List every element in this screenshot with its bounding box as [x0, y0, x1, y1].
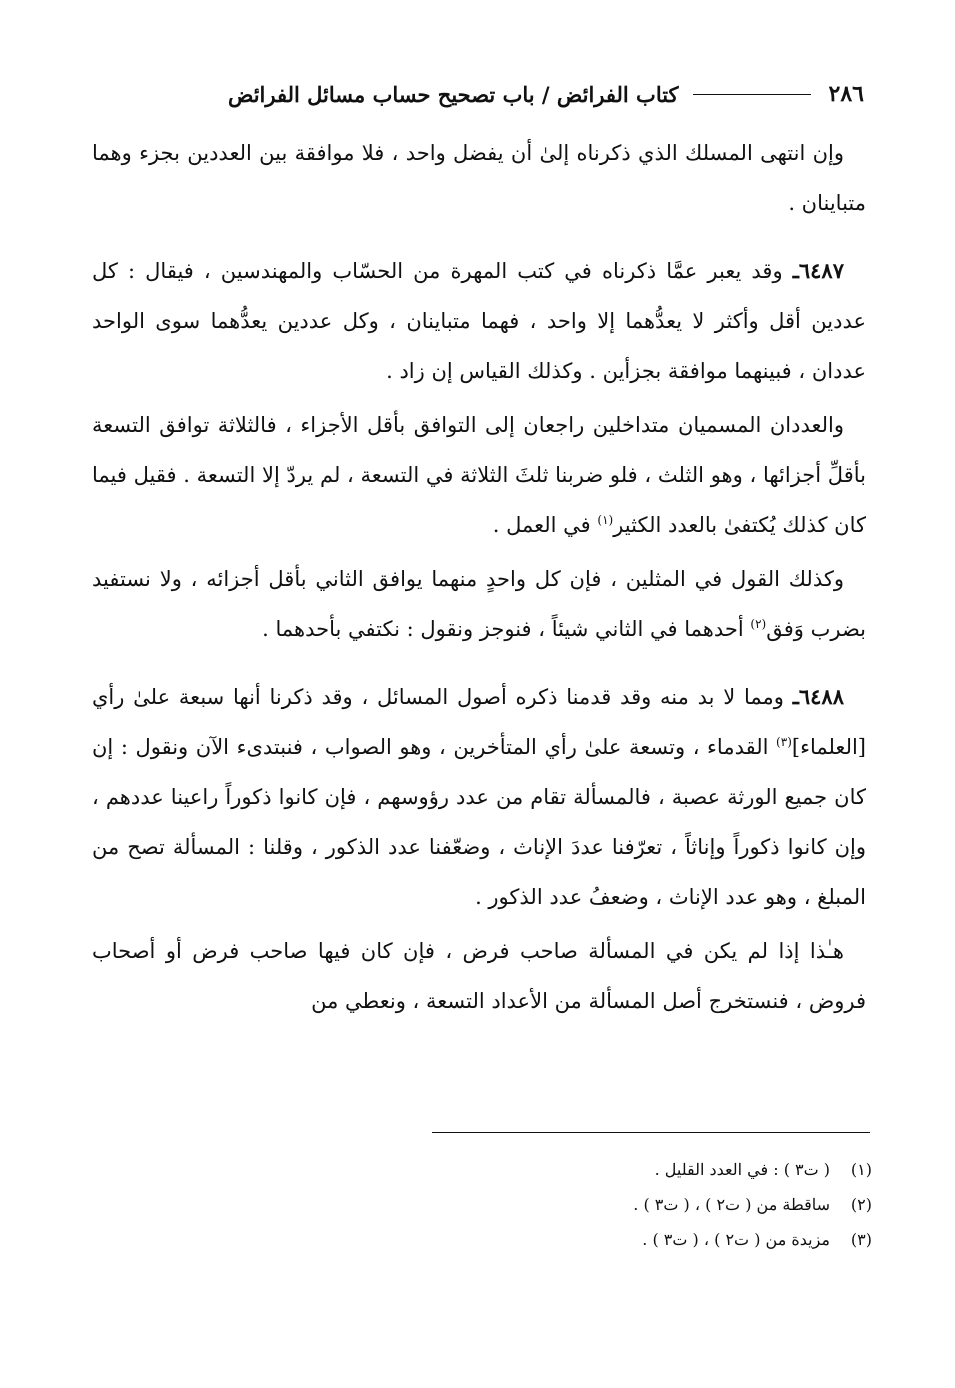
footnote-ref: (١): [597, 513, 614, 527]
header-rule: [693, 94, 811, 95]
footnote: [300, 1152, 872, 1187]
footnotes: [300, 1152, 872, 1257]
running-title: كتاب الفرائض / باب تصحيح حساب مسائل الفرائض: [227, 81, 679, 107]
footnote-mark: (٢): [850, 1195, 872, 1214]
footnote-ref: (٢): [750, 617, 767, 631]
paragraph: ٦٤٨٨ـ ومما لا بد منه وقد قدمنا ذكره أصول المسائل ، وقد ذكرنا أنها سبعة علىٰ رأي [العلماء]$^{(٣)}$ القدماء ، وتسعة علىٰ رأي المتأخرين ، وهو الصواب ، فنبتدىء الآن ونقول : إن كان جميع الورثة عصبة ، فالمسألة تقام من عدد رؤوسهم ، فإن كانوا ذكوراً راعينا عددهم ، وإن كانوا ذكوراً وإناثاً ، تعرّفنا عددَ الإناث ، وضعّفنا عدد الذكور ، وقلنا : المسألة تصح من المبلغ ، وهو عدد الإناث ، وضعفُ عدد الذكور .: [92, 684, 866, 909]
paragraph: وكذلك القول في المثلين ، فإن كل واحدٍ منهما يوافق الثاني بأقل أجزائه ، ولا نستفيد بضرب وَفق$^{(٢)}$ أحدهما في الثاني شيئاً ، فنوجز ونقول : نكتفي بأحدهما .: [92, 567, 866, 641]
issue-number: ٦٤٨٨ـ: [792, 684, 844, 709]
footnote-text: ساقطة من ( ت٢ ) ، ( ت٣ ) .: [633, 1195, 830, 1214]
footnote-text: ( ت٣ ) : في العدد القليل .: [654, 1160, 830, 1179]
paragraph: والعددان المسميان متداخلين راجعان إلى التوافق بأقل الأجزاء ، فالثلاثة توافق التسعة بأقلِّ أجزائها ، وهو الثلث ، فلو ضربنا ثلثَ الثلاثة في التسعة ، لم يردّ إلا التسعة . فقيل فيما كان كذلك يُكتفىٰ بالعدد الكثير$^{(١)}$ في العمل .: [92, 413, 866, 537]
footnote-ref: (٣): [776, 735, 792, 749]
footnote-mark: (١): [850, 1160, 872, 1179]
paragraph: ٦٤٨٧ـ وقد يعبر عمَّا ذكرناه في كتب المهرة من الحسّاب والمهندسين ، فيقال : كل عددين أقل وأكثر لا يعدُّهما إلا واحد ، فهما متباينان ، وكل عددين يعدُّهما سوى الواحد عددان ، فبينهما موافقة بجزأين . وكذلك القياس إن زاد .: [92, 258, 866, 383]
footnote-text: مزيدة من ( ت٢ ) ، ( ت٣ ) .: [642, 1230, 830, 1249]
paragraph: هـٰذا إذا لم يكن في المسألة صاحب فرض ، فإن كان فيها صاحب فرض أو أصحاب فروض ، فنستخرج أصل المسألة من الأعداد التسعة ، ونعطي من: [92, 939, 866, 1013]
paragraph: وإن انتهى المسلك الذي ذكرناه إلىٰ أن يفضل واحد ، فلا موافقة بين العددين بجزء وهما متباينان .: [92, 141, 866, 215]
main-text: [92, 128, 866, 1026]
footnote-separator: [432, 1132, 870, 1133]
footnote: [300, 1187, 872, 1222]
issue-number: ٦٤٨٧ـ: [792, 258, 844, 283]
page-number: ٢٨٦: [828, 81, 864, 107]
footnote-mark: (٣): [850, 1230, 872, 1249]
page-header: [92, 74, 864, 114]
footnote: [300, 1222, 872, 1257]
